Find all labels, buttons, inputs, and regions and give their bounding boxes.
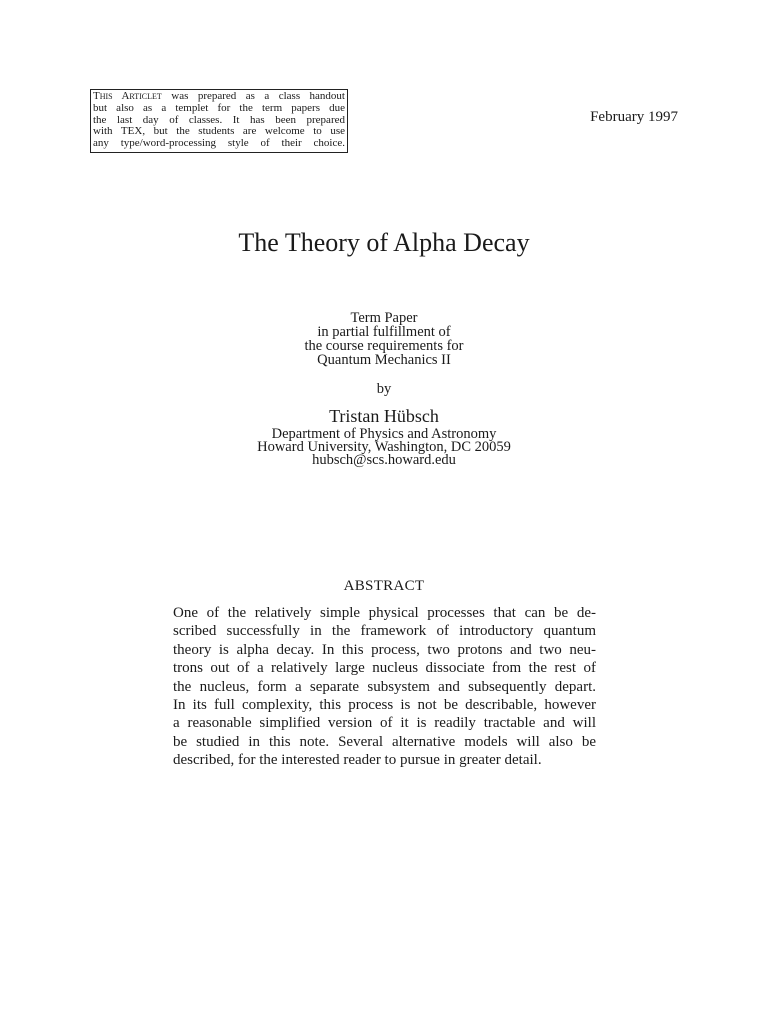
handout-line-4: with TEX, but the students are welcome to use bbox=[93, 125, 345, 138]
abstract-line-3: theory is alpha decay. In this process, two protons and two neu- bbox=[173, 641, 596, 658]
by-label: by bbox=[376, 381, 392, 397]
abstract-line-5: the nucleus, form a separate subsystem and subsequently depart. bbox=[173, 678, 596, 695]
abstract-line-1: One of the relatively simple physical processes that can be de- bbox=[173, 605, 596, 621]
paper-subtitle bbox=[0, 311, 768, 367]
handout-line-5: any type/word-processing style of their choice. bbox=[93, 137, 345, 150]
handout-line-3: the last day of classes. It has been prepared bbox=[93, 113, 345, 126]
affiliation-university: Howard University, Washington, DC 20059 bbox=[257, 439, 511, 455]
paper-date: February 1997 bbox=[590, 109, 678, 125]
abstract-line-6: In its full complexity, this process is not be describable, however bbox=[173, 697, 596, 714]
abstract-line-7: a reasonable simplified version of it is readily tractable and will bbox=[173, 715, 596, 732]
abstract-body bbox=[173, 604, 596, 770]
abstract-line-2: scribed successfully in the framework of introductory quantum bbox=[173, 623, 596, 640]
abstract-heading: ABSTRACT bbox=[343, 578, 425, 594]
author-affiliation bbox=[0, 428, 768, 467]
subtitle-line-2: in partial fulfillment of bbox=[317, 324, 451, 340]
abstract-line-4: trons out of a relatively large nucleus dissociate from the rest of bbox=[173, 660, 596, 677]
handout-lead: This Articlet bbox=[93, 90, 162, 102]
handout-note-box bbox=[90, 89, 348, 153]
paper-title: The Theory of Alpha Decay bbox=[238, 228, 530, 257]
subtitle-line-4: Quantum Mechanics II bbox=[317, 352, 451, 368]
author-name: Tristan Hübsch bbox=[329, 406, 439, 426]
author-email: hubsch@scs.howard.edu bbox=[312, 452, 456, 468]
handout-line-1-rest: was prepared as a class handout bbox=[161, 90, 345, 102]
subtitle-line-1: Term Paper bbox=[350, 310, 418, 326]
abstract-line-9: described, for the interested reader to pursue in greater detail. bbox=[173, 752, 542, 769]
affiliation-department: Department of Physics and Astronomy bbox=[271, 426, 497, 442]
abstract-line-8: be studied in this note. Several alternative models will also be bbox=[173, 733, 596, 750]
subtitle-line-3: the course requirements for bbox=[304, 338, 464, 354]
handout-line-2: but also as a templet for the term papers due bbox=[93, 101, 345, 114]
